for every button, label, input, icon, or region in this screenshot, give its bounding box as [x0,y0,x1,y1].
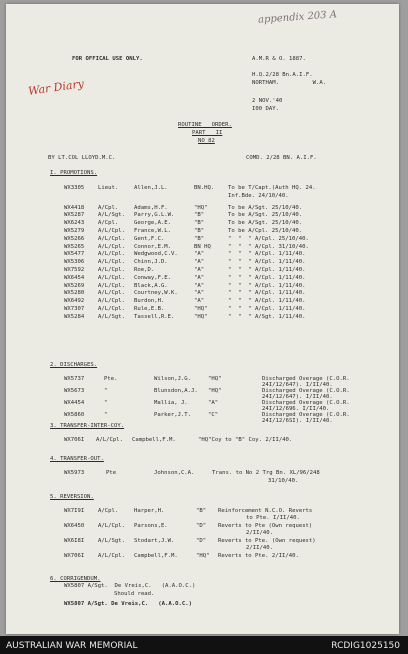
company: "HQ" [194,306,208,312]
soldier-name: Wilson,J.G. [154,376,192,382]
promotion-detail: To be A/Sgt. 25/10/40. [228,212,303,219]
company: "A" [194,298,205,305]
document-page [6,4,399,634]
soldier-name: Chinn,J.D. [134,259,168,266]
service-number: WX5306 [64,259,85,266]
table-row [6,259,399,266]
promotion-detail: " " " A/Cpl. 1/11/40. [228,282,306,289]
soldier-name: Courtney,W.K. [134,290,178,297]
rank: A/L/Cpl. [98,274,125,281]
service-number: WX5477 [64,251,85,258]
service-number: WX6492 [64,298,85,305]
table-row [6,553,399,560]
company: "D" [196,523,207,529]
promotion-detail: To be T/Capt.(Auth HQ. 24. [228,185,316,191]
table-row [6,193,399,200]
soldier-name: Tassell,R.E. [134,313,175,320]
soldier-name: Allen,J.L. [134,185,168,191]
service-number: WX6450 [64,523,85,529]
promotion-detail: " " " A/Sgt. 1/11/40. [228,313,306,320]
service-number: WX706I [64,553,85,559]
company: "HQ" [194,204,208,211]
rank: A/L/Cpl. [98,228,125,234]
table-row [6,508,399,515]
rank: " [104,388,108,394]
soldier-name: Roe,D. [134,267,155,273]
rank: A/Cpl. [98,220,119,227]
service-number: WX5266 [64,235,85,242]
issued-by: BY LT.COL LLOYD.M.C. [48,155,116,161]
reversion-date: to Pte. I/II/40. [246,515,300,521]
rank: A/L/Cpl. [98,523,125,529]
promotion-detail: " " " A/Cpl. 31/10/40. [228,243,309,250]
table-row [6,560,399,567]
soldier-name: Rule,E.B. [134,306,165,312]
service-number: WX5973 [64,470,85,476]
promotion-detail: " " " A/Cpl. 1/11/40. [228,267,306,273]
company: BN HQ [194,243,211,250]
rank: A/L/Cpl. [98,282,125,289]
corrigendum-corrected: WX5807 A/Sgt. De Vreis,C. (A.A.O.C.) [64,601,192,607]
soldier-name: Parsons,E. [134,523,168,529]
company: "B" [194,228,205,234]
company: "HQ" [208,388,222,394]
rank: A/L/Cpl. [98,553,125,559]
company: "A" [194,274,205,281]
discharge-reason: Discharged Overage (C.O.R. [262,412,350,418]
reversion-detail: Reverts to Pte (Own request) [218,523,313,529]
order-reference: A.M.R & O. 1887. [252,56,306,62]
rank: " [104,400,108,406]
promotion-detail: Inf.Bde. 24/10/40. [228,192,289,199]
service-number: WX7I9I [64,508,85,514]
company: "B" [194,212,205,219]
promotion-detail: " " " A/Cpl. 1/11/40. [228,306,306,312]
table-row [6,251,399,258]
table-row [6,236,399,243]
discharge-reason: Discharged Overage (C.O.R. [262,388,350,394]
section-heading-promotions: I. PROMOTIONS. [50,170,98,176]
rank: A/L/Cpl. [98,267,125,273]
transfer-detail: Trans. to No 2 Trg Bn. XL/96/248 [212,470,320,476]
table-row [6,228,399,235]
unit-hq: H.Q.2/28 Bn.A.I.F. [252,72,313,78]
title-number: NO 82 [198,138,215,144]
table-row [6,185,399,192]
commander-unit: COMD. 2/28 BN. A.I.F. [246,155,317,161]
table-row [6,478,399,485]
section-heading-transfer-out: 4. TRANSFER-OUT. [50,456,104,462]
company: "D" [196,538,207,544]
service-number: WX4454 [64,400,85,406]
soldier-name: Parry,G.L.W. [134,212,175,219]
promotion-detail: " " " A/Cpl. 1/11/40. [228,274,306,281]
reversion-date: 2/II/40. [246,545,273,551]
service-number: WX706I [64,437,85,443]
table-row [6,538,399,545]
handwritten-appendix-note: appendix 203 A [257,9,338,26]
reversion-date: 2/II/40. [246,530,273,536]
table-row [6,283,399,290]
company: "A" [194,282,205,289]
location: NORTHAM. W.A. [252,80,327,86]
discharge-date: 24I/12/647). I/II/40. [262,394,333,400]
soldier-name: Mallia, J. [154,400,188,406]
service-number: WX6I8I [64,538,85,544]
service-number: WX5279 [64,228,85,234]
company: "B" [194,235,205,242]
company: "B" [194,220,205,227]
company: "HQ" [196,553,210,559]
reversion-detail: Reverts to Pte. (Own request) [218,538,316,544]
reversion-detail: Reinforcement N.C.O. Reverts [218,508,313,514]
rank: Lieut. [98,185,119,191]
soldier-name: Parker,J.T. [154,412,192,418]
order-date: 2 NOV.'40 [252,98,283,104]
discharge-reason: Discharged Overage (C.O.R. [262,376,350,382]
company: "C" [208,412,219,418]
soldier-name: Wedgwood,C.V. [134,251,178,258]
soldier-name: Connor,E.M. [134,243,172,250]
section-heading-discharges: 2. DISCHARGES. [50,362,98,368]
company: BN.HQ. [194,185,215,191]
title-routine-order: ROUTINE ORDER. [178,122,232,128]
table-row [6,515,399,522]
table-row [6,275,399,282]
rank: Pte [106,470,117,476]
service-number: WX7307 [64,306,85,312]
soldier-name: George,A.E. [134,220,172,227]
soldier-name: Stodart,J.W. [134,538,175,544]
footer-record-id: RCDIG1025150 [331,641,400,651]
service-number: WX6454 [64,274,85,281]
rank: A/L/Cpl. [98,243,125,250]
soldier-name: Campbell,F.M. [134,553,178,559]
company: "HQ" [208,376,222,382]
promotion-detail: " " " A/Cpl. 25/10/40. [228,235,309,242]
classification-line: FOR OFFICAL USE ONLY. [72,56,143,62]
corrigendum-should-read: Should read. [114,591,155,597]
table-row [6,437,399,444]
soldier-name: Blunsdon,A.J. [154,388,198,394]
table-row [6,523,399,530]
table-row [6,267,399,274]
table-row [6,530,399,537]
service-number: WX6243 [64,220,85,227]
table-row [6,220,399,227]
rank: A/L/Cpl. [98,259,125,266]
discharge-date: 24I/12/647). I/II/40. [262,382,333,388]
title-part: PART II [192,130,223,136]
soldier-name: Conway,F.E. [134,274,172,281]
soldier-name: Johnson,C.A. [154,470,195,476]
promotion-detail: " " " A/Cpl. 1/11/40. [228,251,306,258]
promotion-detail: " " " A/Cpl. 1/11/40. [228,298,306,305]
section-heading-corrigendum: 6. CORRIGENDUM. [50,576,101,582]
company: "A" [194,251,205,258]
table-row [6,205,399,212]
soldier-name: Black,A.G. [134,282,168,289]
promotion-detail: To be A/Sgt. 25/10/40. [228,204,303,211]
service-number: WX5860 [64,412,85,418]
service-number: WX5265 [64,243,85,250]
table-row [6,244,399,251]
rank: Pte. [104,376,118,382]
discharge-date: 24I/12/6SI). I/II/40. [262,418,333,424]
rank: A/Cpl. [98,508,119,514]
reversion-detail: Reverts to Pte. 2/II/40. [218,553,299,559]
table-row [6,306,399,313]
footer-institution: AUSTRALIAN WAR MEMORIAL [6,641,138,651]
company: "A" [194,290,205,297]
table-row [6,290,399,297]
rank: " [104,412,108,418]
table-row [6,212,399,219]
rank: A/L/Cpl. [96,437,123,443]
soldier-name: Harper,H. [134,508,165,514]
discharge-date: 24I/12/696. I/II/40. [262,406,330,412]
company: "B" [196,508,207,514]
promotion-detail: To be A/Cpl. 25/10/40. [228,228,303,234]
transfer-detail: "HQ"Coy to "B" Coy. 2/II/40. [198,437,293,443]
service-number: WX4418 [64,204,85,211]
company: "A" [194,259,205,266]
service-number: WX7592 [64,267,85,273]
promotion-detail: " " " A/Cpl. 1/11/40. [228,290,306,297]
soldier-name: Gent,F.C. [134,235,165,242]
soldier-name: Adams,H.F. [134,204,168,211]
table-row [6,470,399,477]
order-day: I00 DAY. [252,106,279,112]
company: "HQ" [194,313,208,320]
corrigendum-original: WX5807 A/Sgt. De Vreis,C. (A.A.O.C.) [64,583,196,589]
rank: A/L/Sgt. [98,212,125,219]
service-number: WX5673 [64,388,85,394]
table-row [6,298,399,305]
table-row [6,314,399,321]
soldier-name: Burdon,H. [134,298,165,305]
rank: A/L/Cpl. [98,306,125,312]
rank: A/L/Sgt. [98,538,125,544]
service-number: WX5280 [64,290,85,297]
service-number: WX5284 [64,313,85,320]
rank: A/L/Cpl. [98,290,125,297]
promotion-detail: " " " A/Cpl. 1/11/40. [228,259,306,266]
company: "A" [208,400,219,406]
rank: A/L/Cpl. [98,298,125,305]
service-number: WX3305 [64,185,85,191]
company: "A" [194,267,205,273]
archive-footer [0,636,408,654]
soldier-name: France,W.L. [134,228,172,234]
rank: A/L/Cpl. [98,251,125,258]
section-heading-reversion: 5. REVERSION. [50,494,94,500]
rank: A/Cpl. [98,204,119,211]
discharge-reason: Discharged Overage (C.O.R. [262,400,350,406]
handwritten-war-diary-stamp: War Diary [27,77,85,98]
service-number: WX5287 [64,212,85,219]
table-row [6,545,399,552]
soldier-name: Campbell,F.M. [132,437,176,443]
service-number: WX5737 [64,376,85,382]
rank: A/L/Sgt. [98,313,125,320]
transfer-date: 31/10/40. [268,478,299,484]
rank: A/L/Cpl. [98,235,125,242]
section-heading-transfer-inter: 3. TRANSFER-INTER-COY. [50,423,125,429]
service-number: WX5269 [64,282,85,289]
promotion-detail: To be A/Sgt. 25/10/40. [228,220,303,227]
